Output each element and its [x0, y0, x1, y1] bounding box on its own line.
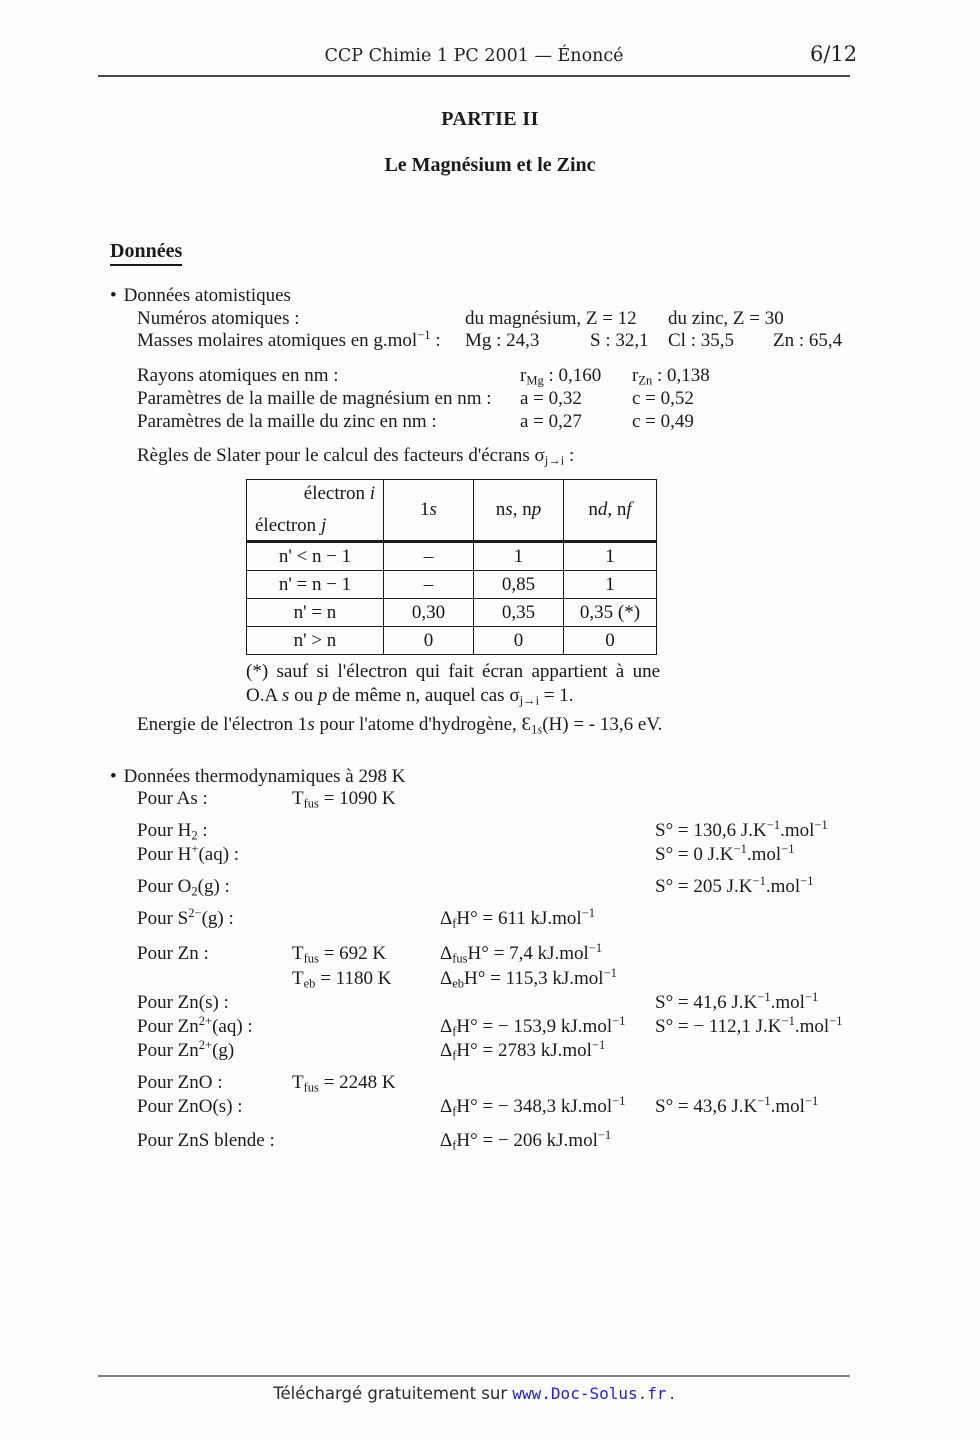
- footer-text: Téléchargé gratuitement sur: [273, 1384, 508, 1403]
- thermo-row-zn2plus-aq: [0, 1016, 980, 1041]
- atomic-heading: Données atomistiques: [123, 285, 291, 306]
- value-c: c = 0,49: [632, 411, 694, 432]
- subject-title: Le Magnésium et le Zinc: [384, 154, 596, 176]
- value-dfh: $\Delta_fH^\circ$ = − 348,3 kJ.mol$^{-1}$: [440, 1094, 626, 1119]
- value-mg: Mg : 24,3: [465, 330, 540, 351]
- row-label: Pour $S^{2-}(g)$ :: [137, 906, 234, 929]
- value-debh: $\Delta_{eb}H^\circ = 115,3$ kJ.mol$^{-1}$: [440, 966, 617, 991]
- table-cell: –: [384, 542, 474, 571]
- value-s: S : 32,1: [590, 330, 649, 351]
- row-label: Paramètres de la maille de magnésium en nm :: [137, 388, 492, 409]
- thermo-row-zn2plus-g: [0, 1040, 980, 1065]
- corner-electron-j: électron j: [255, 515, 327, 536]
- value-z-zn: du zinc, Z = 30: [668, 308, 784, 329]
- row-label: Pour ZnO :: [137, 1072, 223, 1093]
- thermo-row-h2: [0, 820, 980, 845]
- row-label: Pour As :: [137, 788, 208, 809]
- row-label: Pour $O_2(g)$ :: [137, 876, 230, 899]
- value-r-mg: $r_{Mg}$ : 0,160: [520, 365, 602, 388]
- section-heading-donnees: Données: [110, 240, 182, 266]
- energy-row: [0, 714, 980, 739]
- atomic-data-heading-row: [0, 285, 980, 310]
- footer: [98, 1384, 850, 1403]
- thermo-row-zns-blende: [0, 1130, 980, 1155]
- bullet-item: [110, 766, 405, 788]
- thermo-row-zno-s: [0, 1096, 980, 1121]
- col-header-1s: 1s: [384, 480, 474, 542]
- table-cell: 0,35 (*): [564, 599, 657, 627]
- thermo-row-h-plus-aq: [0, 844, 980, 869]
- thermo-row-s2minus-g: [0, 908, 980, 933]
- row-label-cell: n' = n: [247, 599, 384, 627]
- value-s0: S° = 41,6 $J.K^{-1}.mol^{-1}$: [655, 990, 819, 1013]
- part-title: PARTIE II: [441, 108, 539, 130]
- table-cell: 1: [474, 542, 564, 571]
- slater-intro-row: [0, 445, 980, 470]
- thermo-row-as: [0, 788, 980, 813]
- thermo-row-zn-fus: [0, 943, 980, 968]
- table-cell: 1: [564, 571, 657, 599]
- value-s0: S° = 0 $J.K^{-1}.mol^{-1}$: [655, 842, 795, 865]
- value-dfh: $\Delta_fH^\circ = 611$ kJ.mol$^{-1}$: [440, 906, 596, 931]
- table-cell: 0: [564, 627, 657, 655]
- value-dfh: $\Delta_fH^\circ$ = − 153,9 kJ.mol$^{-1}$: [440, 1014, 626, 1039]
- table-cell: 0,85: [474, 571, 564, 599]
- value-tfus: $T_{fus} = 692$ K: [292, 943, 387, 966]
- thermo-row-o2-g: [0, 876, 980, 901]
- value-tfus: $T_{fus} = 1090$ K: [292, 788, 396, 811]
- table-row: [247, 542, 657, 571]
- row-label: Pour $Zn^{2+}(g)$: [137, 1038, 235, 1061]
- header-rule: [98, 75, 850, 77]
- thermo-row-zno: [0, 1072, 980, 1097]
- slater-table: [246, 479, 657, 655]
- table-cell: 0,30: [384, 599, 474, 627]
- slater-header-row: [247, 480, 657, 542]
- value-s0: S° = 43,6 $J.K^{-1}.mol^{-1}$: [655, 1094, 819, 1117]
- value-dfush: $\Delta_{fus}H^\circ = 7,4$ kJ.mol$^{-1}$: [440, 941, 603, 966]
- value-r-zn: $r_{Zn}$ : 0,138: [632, 365, 710, 388]
- value-cl: Cl : 35,5: [668, 330, 734, 351]
- value-dfh: $\Delta_fH^\circ$ = − 206 kJ.mol$^{-1}$: [440, 1128, 612, 1153]
- table-cell: –: [384, 571, 474, 599]
- col-header-nd-nf: nd, nf: [564, 480, 657, 542]
- value-s0: S° = − 112,1 $J.K^{-1}.mol^{-1}$: [655, 1014, 843, 1037]
- slater-intro: Règles de Slater pour le calcul des facteurs d'écrans $\sigma_{j\to i}$ :: [137, 445, 575, 468]
- row-label: Pour Zn :: [137, 943, 209, 964]
- row-label: Pour ZnS blende :: [137, 1130, 275, 1151]
- row-label: Pour H+(aq) :: [137, 842, 240, 865]
- row-rayons-atomiques: [0, 365, 980, 390]
- row-label: Numéros atomiques :: [137, 308, 300, 329]
- energy-1s-hydrogen: Energie de l'électron 1s pour l'atome d'hydrogène, $Ɛ_{1s}(H)$ = - 13,6 eV.: [137, 714, 663, 737]
- table-cell: 0: [474, 627, 564, 655]
- row-label-cell: n' < n − 1: [247, 542, 384, 571]
- row-label: Paramètres de la maille du zinc en nm :: [137, 411, 437, 432]
- footer-suffix: .: [669, 1384, 675, 1403]
- value-c: c = 0,52: [632, 388, 694, 409]
- thermo-row-zn-eb: [0, 968, 980, 993]
- value-z-mg: du magnésium, Z = 12: [465, 308, 637, 329]
- row-masses-molaires: [0, 330, 980, 355]
- row-maille-zinc: [0, 411, 980, 436]
- row-label: Rayons atomiques en nm :: [137, 365, 339, 386]
- table-row: [247, 599, 657, 627]
- value-dfh: $\Delta_fH^\circ = 2783$ kJ.mol$^{-1}$: [440, 1038, 606, 1063]
- value-zn: Zn : 65,4: [773, 330, 843, 351]
- table-row: [247, 571, 657, 599]
- table-cell: 1: [564, 542, 657, 571]
- value-tfus: $T_{fus} = 2248$ K: [292, 1072, 396, 1095]
- page-number: 6/12: [810, 42, 858, 66]
- bullet-icon: •: [110, 285, 117, 306]
- table-cell: 0,35: [474, 599, 564, 627]
- bullet-icon: •: [110, 766, 117, 787]
- thermo-heading: Données thermodynamiques à 298 K: [123, 766, 406, 787]
- row-label: Pour Zn(s) :: [137, 992, 229, 1013]
- footer-link[interactable]: www.Doc-Solus.fr: [512, 1384, 667, 1403]
- col-header-ns-np: ns, np: [474, 480, 564, 542]
- row-label: Pour $H_2$ :: [137, 820, 208, 843]
- value-teb: $T_{eb} = 1180$ K: [292, 968, 392, 991]
- bullet-item: [110, 285, 291, 307]
- corner-cell: [247, 480, 384, 542]
- value-a: a = 0,27: [520, 411, 582, 432]
- table-footnote: (*) sauf si l'électron qui fait écran appartient à une O.A s ou p de même n, auquel cas $\sigma_{j\to i} = 1$.: [246, 661, 660, 707]
- row-label: Pour ZnO(s) :: [137, 1096, 243, 1117]
- value-a: a = 0,32: [520, 388, 582, 409]
- table-cell: 0: [384, 627, 474, 655]
- row-label: Masses molaires atomiques en g.mol$^{-1}$ :: [137, 328, 441, 351]
- row-label-cell: n' = n − 1: [247, 571, 384, 599]
- row-label-cell: n' > n: [247, 627, 384, 655]
- header-title: CCP Chimie 1 PC 2001 — Énoncé: [324, 46, 624, 66]
- row-label: Pour $Zn^{2+}(aq)$ :: [137, 1014, 253, 1037]
- footer-rule: [98, 1375, 850, 1377]
- value-s0: S° = 205 $J.K^{-1}.mol^{-1}$: [655, 874, 814, 897]
- value-s0: S° = 130,6 $J.K^{-1}.mol^{-1}$: [655, 818, 828, 841]
- row-maille-magnesium: [0, 388, 980, 413]
- table-row: [247, 627, 657, 655]
- corner-electron-i: électron i: [303, 483, 375, 504]
